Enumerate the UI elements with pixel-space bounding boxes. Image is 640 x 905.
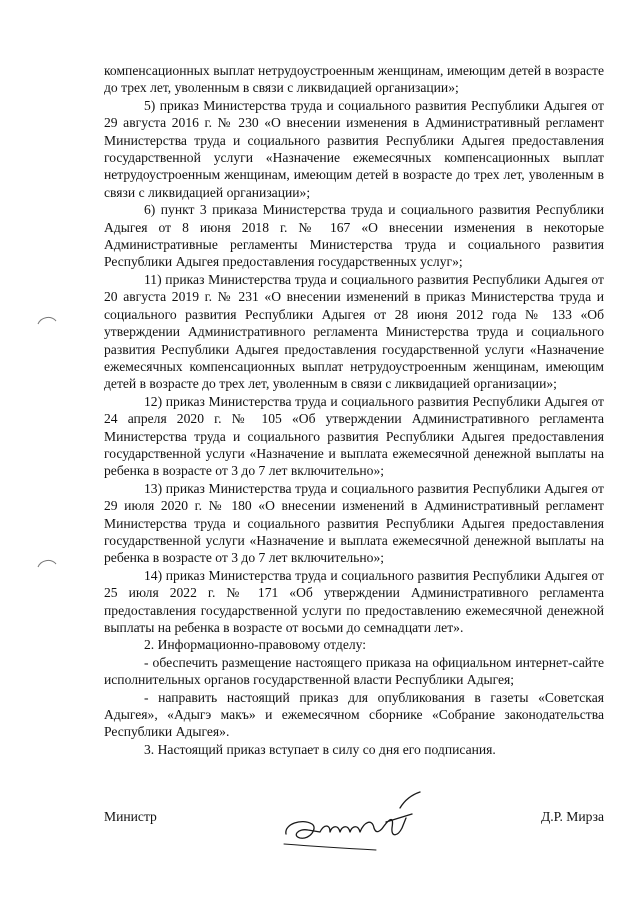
margin-hole-mark-icon (36, 557, 58, 569)
paragraph-section-2: 2. Информационно-правовому отделу: (144, 637, 367, 653)
signatory-position: Министр (104, 809, 157, 824)
paragraph-item-12: 12) приказ Министерства труда и социального развития Республики Адыгея от 24 апреля 2020 г. № 105 «Об утверждении Административного регламента Министерства труда и социального развития Республики Адыгея предоставления государственной услуги «Назначение и выплата ежемесячной денежной выплаты на ребенка в возрасте от 3 до 7 лет включительно»; (104, 393, 604, 479)
handwritten-signature (280, 788, 430, 858)
paragraph-item-6: 6) пункт 3 приказа Министерства труда и социального развития Республики Адыгея от 8 июня 2018 г. № 167 «О внесении изменения в некоторые Административные регламенты Министерства труда и социального развития Республики Адыгея предоставления государственных услуг»; (104, 202, 604, 270)
paragraph-item-13: 13) приказ Министерства труда и социального развития Республики Адыгея от 29 июля 2020 г. № 180 «О внесении изменений в Административный регламент Министерства труда и социального развития Республики Адыгея предоставления государственной услуги «Назначение и выплата ежемесячной денежной выплаты на ребенка в возрасте от 3 до 7 лет включительно»; (104, 480, 604, 566)
paragraph-publish-newspapers: - направить настоящий приказ для опубликования в газеты «Советская Адыгея», «Адыгэ макъ» и ежемесячном сборнике «Собрание законодательства Республики Адыгея». (104, 689, 604, 740)
paragraph-continuation: компенсационных выплат нетрудоустроенным женщинам, имеющим детей в возрасте до трех лет, уволенным в связи с ликвидацией организации»; (104, 63, 604, 96)
paragraph-item-14: 14) приказ Министерства труда и социального развития Республики Адыгея от 25 июля 2022 г. № 171 «Об утверждении Административного регламента предоставления государственной услуги по предоставлению ежемесячной денежной выплаты на ребенка в возрасте от восьми до семнадцати лет». (104, 567, 604, 635)
paragraph-item-11: 11) приказ Министерства труда и социального развития Республики Адыгея от 20 августа 2019 г. № 231 «О внесении изменений в приказ Министерства труда и социального развития Республики Адыгея от 28 июня 2012 года № 133 «Об утверждении Административного регламента Министерства труда и социального развития Республики Адыгея предоставления государственной услуги «Назначение ежемесячных компенсационных выплат нетрудоустроенным женщинам, имеющим детей в возрасте до трех лет, уволенным в связи с ликвидацией организации»; (104, 271, 604, 392)
document-body (104, 62, 604, 758)
margin-hole-mark-icon (36, 314, 58, 326)
paragraph-publish-website: - обеспечить размещение настоящего приказа на официальном интернет-сайте исполнительных органов государственной власти Республики Адыгея; (104, 654, 604, 688)
signatory-name: Д.Р. Мирза (540, 809, 604, 824)
paragraph-section-3: 3. Настоящий приказ вступает в силу со дня его подписания. (144, 741, 496, 757)
paragraph-item-5: 5) приказ Министерства труда и социального развития Республики Адыгея от 29 августа 2016 г. № 230 «О внесении изменения в Административный регламент Министерства труда и социального развития Республики Адыгея предоставления государственной услуги «Назначение ежемесячных компенсационных выплат нетрудоустроенным женщинам, имеющим детей в возрасте до трех лет, уволенным в связи с ликвидацией организации»; (104, 97, 604, 200)
